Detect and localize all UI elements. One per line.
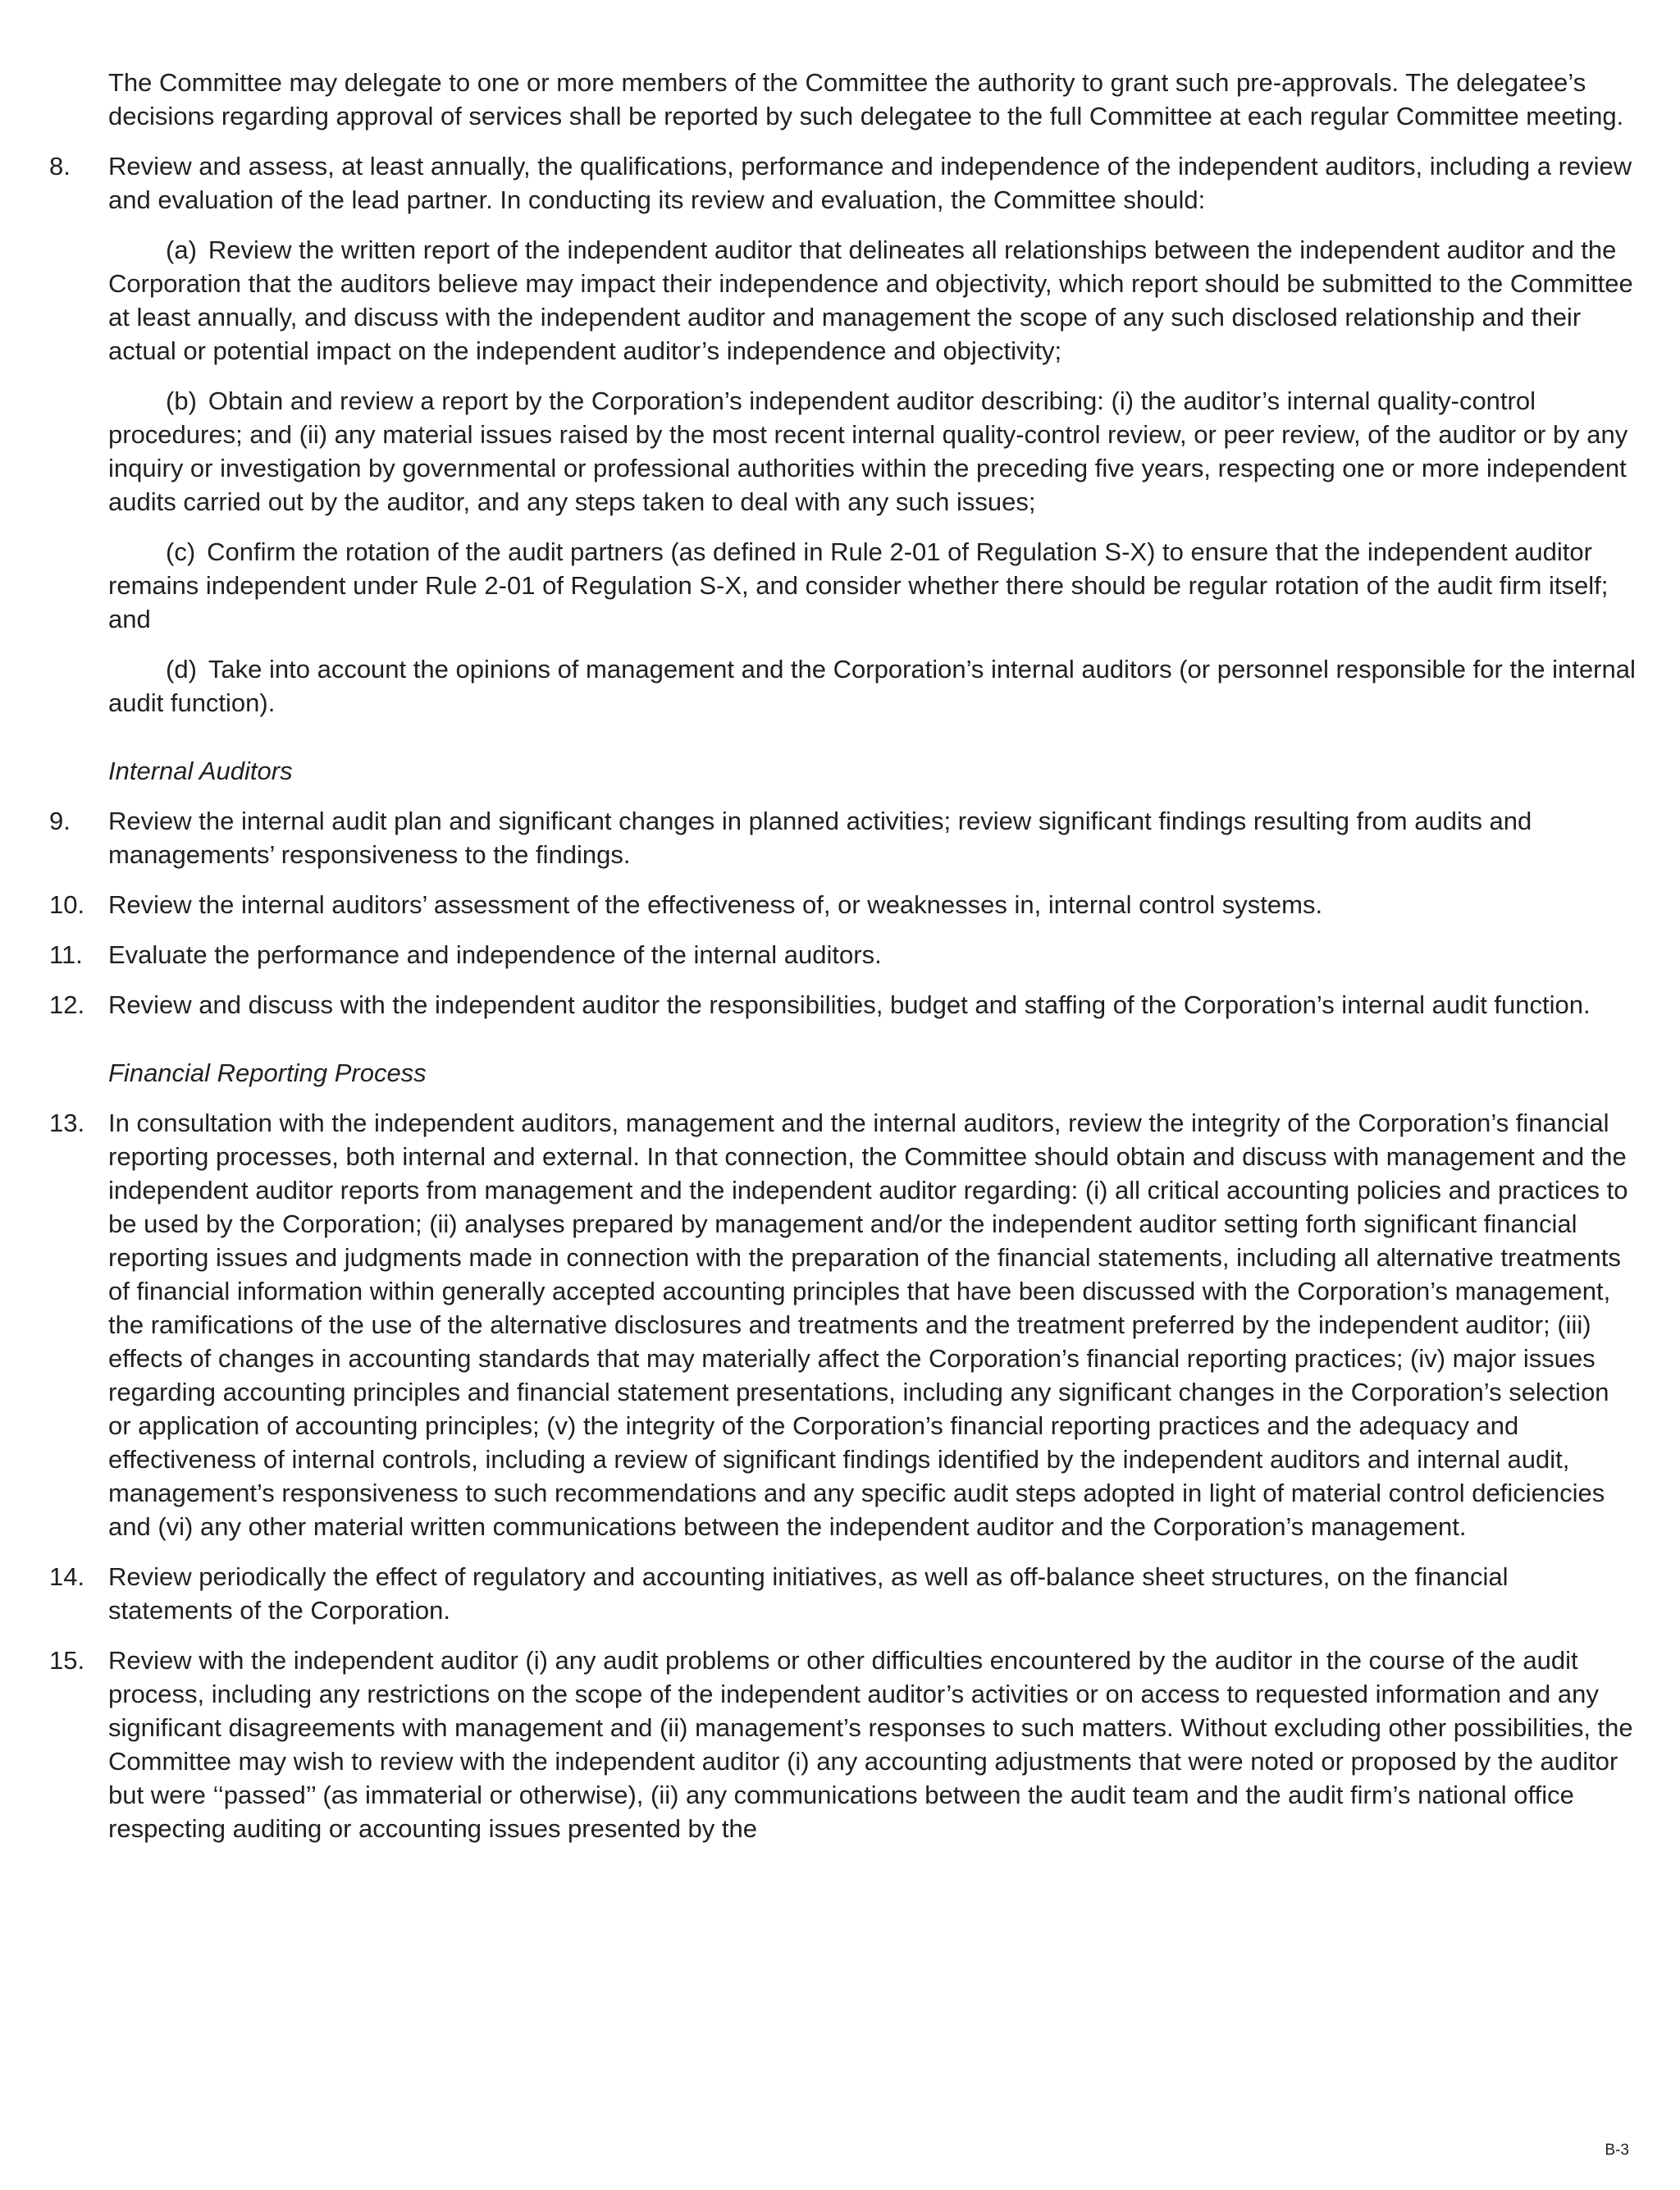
item-number: 10. <box>49 890 85 919</box>
item-number: 11. <box>49 940 83 969</box>
subitem-text: Obtain and review a report by the Corporation’s independent auditor describing: (i) the auditor’s internal quality-control procedures; and (ii) any material issues raised by the most recent internal quality-control review, or peer review, of the auditor or by any inquiry or investigation by governmental or professional authorities within the preceding five years, respecting one or more independent audits carried out by the auditor, and any steps taken to deal with any such issues; <box>108 386 1628 516</box>
subitem-label: (b) <box>166 386 197 415</box>
list-item-8 <box>49 149 1637 217</box>
item-number: 12. <box>49 990 85 1019</box>
intro-paragraph: The Committee may delegate to one or more members of the Committee the authority to grant such pre-approvals. The delegatee’s decisions regarding approval of services shall be reported by such delegatee to the full Committee at each regular Committee meeting. <box>108 68 1624 130</box>
item-text: Evaluate the performance and independence of the internal auditors. <box>108 940 882 969</box>
list-item-12 <box>49 988 1637 1022</box>
item-text: In consultation with the independent auditors, management and the internal auditors, review the integrity of the Corporation’s financial reporting processes, both internal and external. In that connection, the Committee should obtain and discuss with management and the independent auditor reports from management and the independent auditor regarding: (i) all critical accounting policies and practices to be used by the Corporation; (ii) analyses prepared by management and/or the independent auditor setting forth significant financial reporting issues and judgments made in connection with the preparation of the financial statements, including all alternative treatments of financial information within generally accepted accounting principles that have been discussed with the Corporation’s management, the ramifications of the use of the alternative disclosures and treatments and the treatment preferred by the independent auditor; (iii) effects of changes in accounting standards that may materially affect the Corporation’s financial reporting practices; (iv) major issues regarding accounting principles and financial statement presentations, including any significant changes in the Corporation’s selection or application of accounting principles; (v) the integrity of the Corporation’s financial reporting practices and the adequacy and effectiveness of internal controls, including a review of significant findings identified by the independent auditors and internal audit, management’s responsiveness to such recommendations and any specific audit steps adopted in light of material control deficiencies and (vi) any other material written communications between the independent auditor and the Corporation’s management. <box>108 1109 1628 1541</box>
item-text: Review and assess, at least annually, the qualifications, performance and independence of the independent auditors, including a review and evaluation of the lead partner. In conducting its review and evaluation, the Committee should: <box>108 152 1632 214</box>
item-text: Review and discuss with the independent auditor the responsibilities, budget and staffing of the Corporation’s internal audit function. <box>108 990 1591 1019</box>
item-number: 13. <box>49 1109 85 1137</box>
page-number: B-3 <box>1605 2142 1629 2159</box>
list-item-9 <box>49 804 1637 871</box>
list-item-10 <box>49 888 1637 921</box>
page-content <box>49 66 1637 1862</box>
subitem-label: (c) <box>166 537 196 566</box>
subitem-text: Confirm the rotation of the audit partners (as defined in Rule 2-01 of Regulation S-X) to ensure that the independent auditor remains independent under Rule 2-01 of Regulation S-X, and consider whether there should be regular rotation of the audit firm itself; and <box>108 537 1609 633</box>
subitem-label: (a) <box>166 235 197 264</box>
section-heading-financial-reporting: Financial Reporting Process <box>108 1058 427 1087</box>
item-text: Review the internal auditors’ assessment of the effectiveness of, or weaknesses in, internal control systems. <box>108 890 1323 919</box>
subitem-b <box>108 384 1637 519</box>
item-number: 8. <box>49 152 71 181</box>
subitem-c <box>108 535 1637 636</box>
list-item-15 <box>49 1644 1637 1845</box>
item-number: 9. <box>49 807 71 835</box>
subitem-text: Take into account the opinions of management and the Corporation’s internal auditors (or personnel responsible for the internal audit function). <box>108 655 1636 717</box>
item-text: Review periodically the effect of regulatory and accounting initiatives, as well as off-balance sheet structures, on the financial statements of the Corporation. <box>108 1562 1509 1625</box>
list-item-13 <box>49 1106 1637 1543</box>
item-number: 15. <box>49 1646 85 1675</box>
item-text: Review the internal audit plan and significant changes in planned activities; review significant findings resulting from audits and managements’ responsiveness to the findings. <box>108 807 1532 869</box>
subitem-a <box>108 233 1637 368</box>
list-item-11 <box>49 938 1637 972</box>
list-item-14 <box>49 1560 1637 1627</box>
subitem-label: (d) <box>166 655 197 684</box>
subitem-text: Review the written report of the independent auditor that delineates all relationships between the independent auditor and the Corporation that the auditors believe may impact their independence and objectivity, which report should be submitted to the Committee at least annually, and discuss with the independent auditor and management the scope of any such disclosed relationship and their actual or potential impact on the independent auditor’s independence and objectivity; <box>108 235 1633 365</box>
item-text: Review with the independent auditor (i) any audit problems or other difficulties encountered by the auditor in the course of the audit process, including any restrictions on the scope of the independent auditor’s activities or on access to requested information and any significant disagreements with management and (ii) management’s responses to such matters. Without excluding other possibilities, the Committee may wish to review with the independent auditor (i) any accounting adjustments that were noted or proposed by the auditor but were ‘‘passed’’ (as immaterial or otherwise), (ii) any communications between the audit team and the audit firm’s national office respecting auditing or accounting issues presented by the <box>108 1646 1633 1843</box>
subitem-d <box>108 652 1637 720</box>
section-heading-internal-auditors: Internal Auditors <box>108 757 293 785</box>
item-number: 14. <box>49 1562 85 1591</box>
